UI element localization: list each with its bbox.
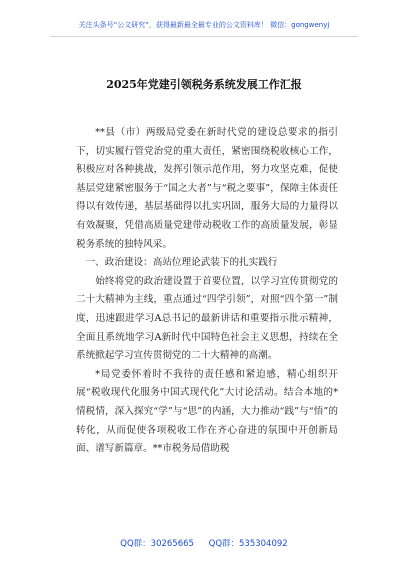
body-paragraph: 始终将党的政治建设置于首要位置，以学习宣传贯彻党的二十大精神为主线，重点通过“四学引领”，对照“四个第一”制度，迅速跟进学习A总书记的最新讲话和重要指示批示精神，全面且系统地学习A新时代中国特色社会主义思想，持续在全系统掀起学习宣传贯彻党的二十大精神的高潮。 xyxy=(76,275,338,362)
header-divider xyxy=(50,36,358,37)
section-heading: 一、政治建设：高站位理论武装下的扎实践行 xyxy=(85,257,278,269)
intro-paragraph: **县（市）两级局党委在新时代党的建设总要求的指引下，切实履行管党治党的重大责任，紧密围绕税收核心工作，积极应对各种挑战，发挥引领示范作用，努力攻坚克难，促使基层党建紧密服务于“国之大者”与“税之要事”，保障主体责任得以有效传递，基层基础得以扎实巩固，服务大局的力量得以有效凝聚，凭借高质量党建带动税收工作的高质量发展，彰显税务系统的独特风采。 xyxy=(76,127,338,250)
qq-group-1: QQ群：30265665 xyxy=(120,539,194,549)
body-paragraph: *局党委怀着时不我待的责任感和紧迫感，精心组织开展“税收现代化服务中国式现代化”大讨论活动。结合本地的*情税情，深入探究“学”与“思”的内涵，大力推动“践”与“悟”的转化，从而促使各项税收工作在齐心奋进的氛围中开创新局面、谱写新篇章。**市税务局借助税 xyxy=(76,368,338,455)
footer xyxy=(0,537,408,549)
document-body xyxy=(76,124,338,459)
qq-group-2: QQ群：535304092 xyxy=(208,539,288,549)
top-banner: 关注头条号“公文研究”，获得最新最全最专业的公文资料库！ 微信：gongwenyj xyxy=(78,21,330,29)
document-title: 2025年党建引领税务系统发展工作汇报 xyxy=(106,78,302,91)
